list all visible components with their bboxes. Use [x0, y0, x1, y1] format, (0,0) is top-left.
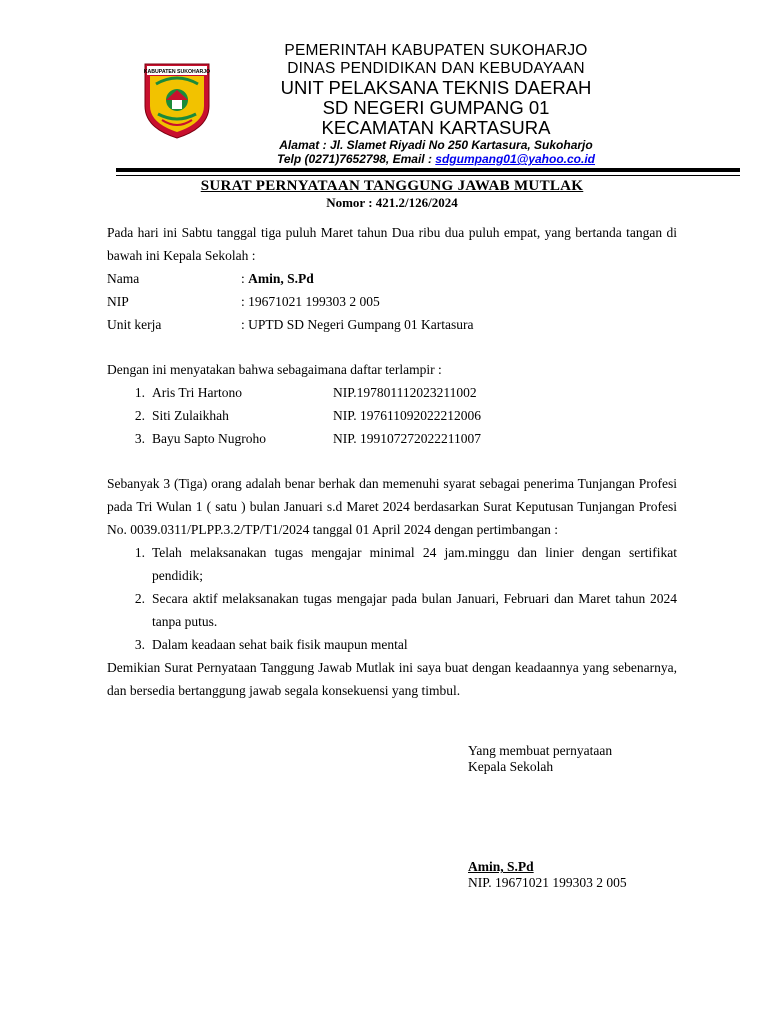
email-link[interactable]: sdgumpang01@yahoo.co.id [435, 152, 596, 166]
letterhead-department: DINAS PENDIDIKAN DAN KEBUDAYAAN [287, 60, 585, 77]
consideration-list [107, 541, 677, 656]
signer-nip-label: NIP [107, 294, 129, 309]
teacher-nip: NIP. 197611092022212006 [333, 408, 482, 423]
signature-nip: NIP. 19671021 199303 2 005 [468, 875, 627, 890]
document-body [107, 221, 677, 702]
signature-caption: Yang membuat pernyataan [468, 743, 613, 758]
signer-unit-row [107, 313, 677, 336]
letterhead-unit: UNIT PELAKSANA TEKNIS DAERAH [280, 77, 592, 98]
signer-name-row [107, 267, 677, 290]
teacher-name: Aris Tri Hartono [152, 385, 243, 400]
teacher-name: Siti Zulaikhah [152, 408, 229, 423]
document-number: Nomor : 421.2/126/2024 [326, 195, 458, 210]
list-item-number: 3. [134, 637, 145, 652]
statement-intro: Dengan ini menyatakan bahwa sebagaimana daftar terlampir : [107, 362, 442, 377]
signature-space [468, 775, 627, 859]
signature-name: Amin, S.Pd [468, 859, 534, 874]
document-heading: SURAT PERNYATAAN TANGGUNG JAWAB MUTLAK [200, 178, 584, 194]
signature-block [468, 743, 627, 891]
letterhead-school: SD NEGERI GUMPANG 01 [322, 97, 550, 118]
list-item [107, 633, 677, 656]
contact-phone: Telp (0271)7652798, Email : [276, 152, 436, 166]
signer-nip-value: : 19671021 199303 2 005 [241, 294, 380, 309]
signature-role: Kepala Sekolah [468, 759, 554, 774]
list-item-number: 3. [134, 431, 145, 446]
signer-name-colon: : [241, 271, 249, 286]
letterhead-contact [230, 152, 642, 166]
consideration-text: Telah melaksanakan tugas mengajar minimal 24 jam.minggu dan linier dengan sertifikat pendidik; [152, 545, 677, 583]
letterhead-government: PEMERINTAH KABUPATEN SUKOHARJO [284, 42, 588, 59]
list-item [107, 404, 677, 427]
list-item [107, 381, 677, 404]
letterhead-divider-thin [116, 175, 740, 176]
signer-unit-value: : UPTD SD Negeri Gumpang 01 Kartasura [241, 317, 474, 332]
list-item-number: 2. [134, 591, 145, 606]
letterhead [230, 42, 642, 166]
consideration-text: Dalam keadaan sehat baik fisik maupun mental [152, 637, 408, 652]
closing-paragraph: Demikian Surat Pernyataan Tanggung Jawab Mutlak ini saya buat dengan keadaannya yang sebenarnya, dan bersedia bertanggung jawab segala konsekuensi yang timbul. [107, 660, 677, 698]
teacher-list [107, 381, 677, 450]
signer-name: Amin, S.Pd [248, 271, 314, 286]
list-item-number: 1. [134, 545, 145, 560]
letterhead-divider-thick [116, 168, 740, 172]
signer-name-value [241, 267, 314, 290]
signer-name-label: Nama [107, 271, 140, 286]
list-item [107, 541, 677, 587]
signer-nip-row [107, 290, 677, 313]
list-item [107, 427, 677, 450]
teacher-name: Bayu Sapto Nugroho [152, 431, 266, 446]
logo-text: KABUPATEN SUKOHARJO [143, 69, 211, 75]
signer-unit-label: Unit kerja [107, 317, 162, 332]
regency-emblem-logo [142, 60, 212, 140]
teacher-nip: NIP.197801112023211002 [333, 385, 477, 400]
letterhead-address: Alamat : Jl. Slamet Riyadi No 250 Kartasura, Sukoharjo [279, 138, 593, 152]
opening-paragraph: Pada hari ini Sabtu tanggal tiga puluh Maret tahun Dua ribu dua puluh empat, yang bertanda tangan di bawah ini Kepala Sekolah : [107, 225, 677, 263]
list-item-number: 1. [134, 385, 145, 400]
eligibility-paragraph: Sebanyak 3 (Tiga) orang adalah benar berhak dan memenuhi syarat sebagai penerima Tunjangan Profesi pada Tri Wulan 1 ( satu ) bulan Januari s.d Maret 2024 berdasarkan Surat Keputusan Tunjangan Profesi No. 0039.0311/PLPP.3.2/TP/T1/2024 tanggal 01 April 2024 dengan pertimbangan : [107, 476, 677, 537]
letterhead-district: KECAMATAN KARTASURA [321, 117, 551, 138]
teacher-nip: NIP. 199107272022211007 [333, 431, 482, 446]
list-item-number: 2. [134, 408, 145, 423]
document-title [100, 178, 684, 210]
consideration-text: Secara aktif melaksanakan tugas mengajar pada bulan Januari, Februari dan Maret tahun 2024 tanpa putus. [152, 591, 677, 629]
list-item [107, 587, 677, 633]
